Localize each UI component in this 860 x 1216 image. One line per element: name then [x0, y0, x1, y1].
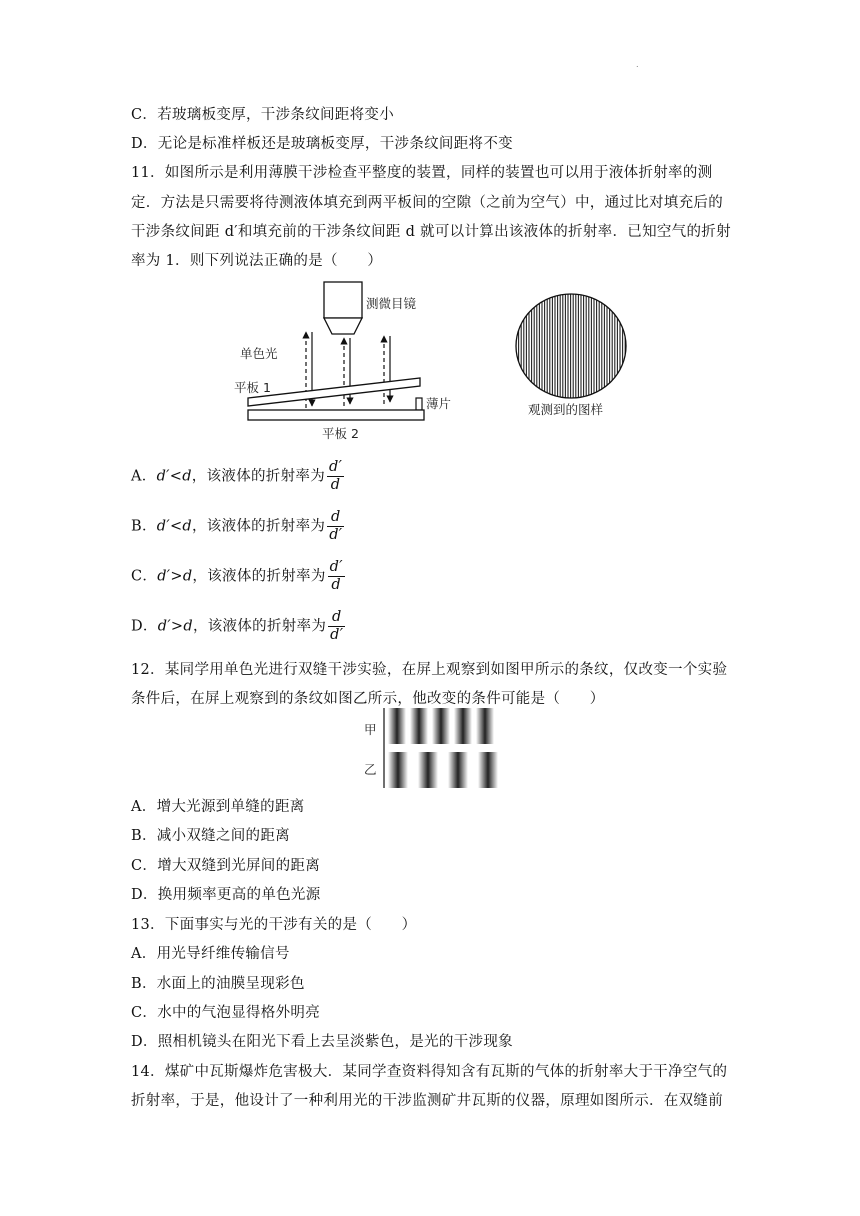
q10-option-c: C．若玻璃板变厚，干涉条纹间距将变小 [131, 107, 394, 123]
fringe-band [410, 708, 428, 744]
q13-option-a: A．用光导纤维传输信号 [131, 946, 290, 962]
q11-apparatus-figure [230, 280, 470, 446]
q13-option-d: D．照相机镜头在阳光下看上去呈淡紫色，是光的干涉现象 [131, 1034, 513, 1050]
q12-option-d: D．换用频率更高的单色光源 [131, 887, 321, 903]
q11-option-a: A．d′<d，该液体的折射率为 $\frac{d'}{d}$ [131, 459, 343, 493]
spacer-label: 薄片 [426, 396, 452, 411]
plate-2 [248, 410, 424, 420]
q12-stem-line-2: 条件后，在屏上观察到的条纹如图乙所示，他改变的条件可能是（ ） [131, 691, 605, 707]
q12-option-b: B．减小双缝之间的距离 [131, 828, 290, 844]
page-marker: . [636, 60, 639, 69]
q13-option-b: B．水面上的油膜呈现彩色 [131, 976, 305, 992]
fringe-band [388, 708, 406, 744]
plate-1 [248, 378, 420, 406]
fringe-band [478, 752, 498, 788]
fringe-strip-yi [388, 752, 498, 788]
q11-stem-line-4: 率为 1．则下列说法正确的是（ ） [131, 253, 383, 269]
q10-option-d: D．无论是标准样板还是玻璃板变厚，干涉条纹间距将不变 [131, 136, 513, 152]
plate-2-label: 平板 2 [322, 426, 359, 441]
fraction: $\frac{d'}{d}$ [329, 459, 343, 493]
q11-stem-line-2: 定．方法是只需要将待测液体填充到两平板间的空隙（之前为空气）中，通过比对填充后的 [131, 195, 723, 211]
fringe-strip-jia [388, 708, 494, 744]
q12-stem-line-1: 12．某同学用单色光进行双缝干涉实验，在屏上观察到如图甲所示的条纹，仅改变一个实验 [131, 662, 728, 678]
q14-stem-line-1: 14．煤矿中瓦斯爆炸危害极大．某同学查资料得知含有瓦斯的气体的折射率大于干净空气的 [131, 1064, 728, 1080]
q11-option-b: B．d′<d，该液体的折射率为 $\frac{d}{d'}$ [131, 509, 343, 543]
q11-option-d: D．d′>d，该液体的折射率为 $\frac{d}{d'}$ [131, 609, 344, 643]
q11-stem-line-1: 11．如图所示是利用薄膜干涉检查平整度的装置，同样的装置也可以用于液体折射率的测 [131, 165, 713, 181]
plate-1-label: 平板 1 [234, 380, 271, 395]
fraction: $\frac{d'}{d}$ [329, 559, 343, 593]
microscope-eyepiece [324, 282, 362, 334]
q12-option-c: C．增大双缝到光屏间的距离 [131, 858, 320, 874]
observed-label: 观测到的图样 [528, 402, 604, 417]
label-yi: 乙 [364, 762, 377, 777]
q14-stem-line-2: 折射率，于是，他设计了一种利用光的干涉监测矿井瓦斯的仪器，原理如图所示．在双缝前 [131, 1093, 723, 1109]
thin-spacer [416, 398, 422, 410]
microscope-label: 测微目镜 [366, 296, 417, 311]
fraction: $\frac{d}{d'}$ [329, 509, 343, 543]
q11-stem-line-3: 干涉条纹间距 d′和填充前的干涉条纹间距 d 就可以计算出该液体的折射率．已知空气的折射 [131, 224, 731, 240]
q13-stem: 13．下面事实与光的干涉有关的是（ ） [131, 917, 417, 933]
q12-fringe-figure [362, 706, 498, 790]
q13-option-c: C．水中的气泡显得格外明亮 [131, 1005, 320, 1021]
q11-option-c: C．d′>d，该液体的折射率为 $\frac{d'}{d}$ [131, 559, 343, 593]
q11-observed-pattern [508, 292, 648, 422]
fringe-band [448, 752, 468, 788]
fringe-band [476, 708, 494, 744]
q12-option-a: A．增大光源到单缝的距离 [131, 799, 305, 815]
fringe-band [418, 752, 438, 788]
light-label: 单色光 [240, 346, 278, 361]
fringe-band [432, 708, 450, 744]
fringe-band [454, 708, 472, 744]
label-jia: 甲 [364, 722, 377, 737]
fraction: $\frac{d}{d'}$ [330, 609, 344, 643]
fringe-band [388, 752, 408, 788]
